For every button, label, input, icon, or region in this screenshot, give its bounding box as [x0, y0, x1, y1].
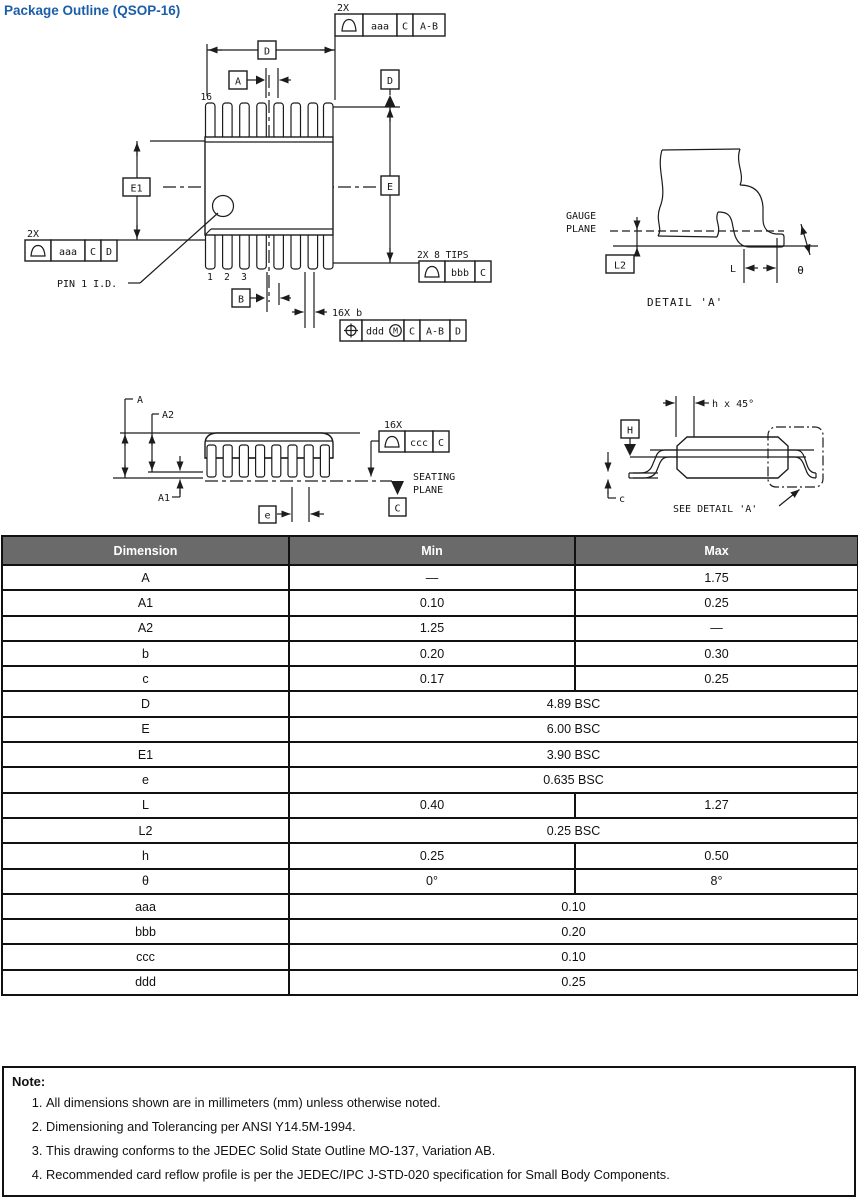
- dimension-E1: [123, 141, 205, 240]
- dimension-A1: [158, 456, 180, 504]
- fcf-top: [335, 3, 445, 36]
- dimension-cell: L: [2, 793, 289, 818]
- svg-text:aaa: aaa: [58, 247, 78, 258]
- table-row: [2, 691, 858, 716]
- dimension-cell: A1: [2, 590, 289, 615]
- svg-text:D: D: [454, 326, 462, 338]
- dimension-cell: ccc: [2, 944, 289, 969]
- detail-a-drawing: [566, 149, 818, 309]
- svg-text:C: C: [89, 247, 97, 258]
- svg-text:E1: E1: [130, 183, 143, 195]
- svg-text:ddd: ddd: [366, 326, 385, 338]
- svg-text:C: C: [401, 21, 409, 33]
- table-row: [2, 767, 858, 792]
- note-item: 1. All dimensions shown are in millimeters (mm) unless otherwise noted.: [46, 1095, 846, 1111]
- dimension-A: [125, 395, 143, 478]
- max-cell: —: [575, 616, 858, 641]
- fcf-ccc-qty: 16X: [384, 420, 403, 431]
- dimension-h45: [663, 396, 754, 437]
- datum-A: [229, 68, 291, 98]
- dimension-cell: b: [2, 641, 289, 666]
- svg-text:A: A: [234, 76, 242, 88]
- min-cell: 0.17: [289, 666, 575, 691]
- dimension-cell: A2: [2, 616, 289, 641]
- note-item: 4. Recommended card reflow profile is per the JEDEC/IPC J-STD-020 specification for Small Body Components.: [46, 1167, 846, 1183]
- fcf-ccc: [371, 420, 449, 477]
- table-header-cell: Max: [575, 536, 858, 565]
- dimension-cell: E: [2, 717, 289, 742]
- pin1-id-label: PIN 1 I.D.: [57, 279, 118, 290]
- seating-plane: [389, 472, 455, 516]
- table-row: [2, 590, 858, 615]
- dimension-L2: [606, 217, 637, 273]
- note-item: 2. Dimensioning and Tolerancing per ANSI Y14.5M-1994.: [46, 1119, 846, 1135]
- table-row: [2, 742, 858, 767]
- value-cell: 0.10: [289, 894, 858, 919]
- end-view-body: [677, 437, 788, 478]
- min-cell: 0.25: [289, 843, 575, 868]
- svg-text:A-B: A-B: [419, 21, 439, 33]
- dimension-D: [207, 36, 335, 100]
- svg-text:aaa: aaa: [370, 21, 390, 33]
- gauge-plane-label-2: PLANE: [566, 224, 597, 235]
- table-row: [2, 869, 858, 894]
- dimension-cell: ddd: [2, 970, 289, 995]
- svg-text:θ: θ: [797, 264, 805, 277]
- table-row: [2, 843, 858, 868]
- dimension-cell: A: [2, 565, 289, 590]
- dimension-cell: L2: [2, 818, 289, 843]
- table-row: [2, 666, 858, 691]
- table-header-cell: Dimension: [2, 536, 289, 565]
- table-row: [2, 919, 858, 944]
- table-row: [2, 565, 858, 590]
- max-cell: 0.50: [575, 843, 858, 868]
- svg-text:L2: L2: [613, 260, 627, 272]
- svg-text:L: L: [729, 264, 737, 275]
- min-cell: 0.20: [289, 641, 575, 666]
- table-row: [2, 793, 858, 818]
- see-detail-label: SEE DETAIL 'A': [673, 504, 758, 515]
- svg-text:E: E: [386, 182, 394, 193]
- max-cell: 0.30: [575, 641, 858, 666]
- svg-text:H: H: [626, 425, 634, 437]
- svg-text:B: B: [237, 294, 245, 306]
- value-cell: 3.90 BSC: [289, 742, 858, 767]
- min-cell: —: [289, 565, 575, 590]
- svg-text:D: D: [263, 46, 271, 58]
- dimension-table-body: [2, 565, 858, 995]
- svg-text:c: c: [619, 494, 626, 505]
- table-row: [2, 894, 858, 919]
- note-item: 3. This drawing conforms to the JEDEC Solid State Outline MO-137, Variation AB.: [46, 1143, 846, 1159]
- pin-number-2: 2: [224, 272, 230, 283]
- min-cell: 0.10: [289, 590, 575, 615]
- svg-text:e: e: [264, 510, 271, 522]
- table-row: [2, 970, 858, 995]
- dimension-cell: θ: [2, 869, 289, 894]
- notes-box: [2, 1066, 856, 1197]
- value-cell: 0.20: [289, 919, 858, 944]
- fcf-left-qty: 2X: [27, 229, 40, 240]
- value-cell: 0.25 BSC: [289, 818, 858, 843]
- max-cell: 1.27: [575, 793, 858, 818]
- notes-heading: Note:: [12, 1074, 46, 1089]
- fcf-top-qty: 2X: [337, 3, 350, 14]
- top-view-drawing: [25, 3, 491, 341]
- table-header-cell: Min: [289, 536, 575, 565]
- dimension-cell: bbb: [2, 919, 289, 944]
- svg-text:C: C: [437, 438, 445, 449]
- datum-D: [333, 70, 400, 107]
- end-view-drawing: [608, 396, 823, 515]
- min-cell: 0°: [289, 869, 575, 894]
- dimension-A2: [152, 410, 174, 472]
- package-body: [205, 137, 333, 235]
- detail-a-caption: DETAIL 'A': [647, 296, 724, 309]
- dimension-cell: c: [2, 666, 289, 691]
- svg-text:C: C: [479, 268, 487, 279]
- fcf-left: [25, 229, 205, 261]
- max-cell: 0.25: [575, 590, 858, 615]
- fcf-tips: [417, 250, 491, 282]
- min-cell: 0.40: [289, 793, 575, 818]
- max-cell: 1.75: [575, 565, 858, 590]
- svg-text:M: M: [393, 326, 398, 336]
- dimension-cell: h: [2, 843, 289, 868]
- side-view-drawing: [113, 395, 455, 523]
- dimension-e: [259, 487, 324, 523]
- max-cell: 8°: [575, 869, 858, 894]
- tips-label: 2X 8 TIPS: [417, 250, 469, 261]
- dimension-L: [730, 238, 777, 283]
- dimension-c: [608, 452, 658, 505]
- datum-target-icon: [624, 444, 636, 456]
- table-row: [2, 818, 858, 843]
- svg-text:A-B: A-B: [425, 326, 445, 338]
- max-cell: 0.25: [575, 666, 858, 691]
- dimension-E: [333, 107, 419, 263]
- gauge-plane-label-1: GAUGE: [566, 211, 597, 222]
- value-cell: 6.00 BSC: [289, 717, 858, 742]
- dimension-cell: D: [2, 691, 289, 716]
- datum-H: [621, 420, 639, 456]
- pin-number-3: 3: [241, 272, 247, 283]
- svg-text:ccc: ccc: [409, 438, 429, 449]
- dimension-theta: [788, 224, 818, 277]
- fcf-lead-position: [340, 320, 466, 341]
- svg-text:A2: A2: [162, 410, 175, 421]
- svg-text:C: C: [394, 503, 401, 515]
- svg-text:D: D: [386, 76, 394, 87]
- pin-number-1: 1: [207, 272, 213, 283]
- value-cell: 4.89 BSC: [289, 691, 858, 716]
- dimension-cell: aaa: [2, 894, 289, 919]
- svg-text:bbb: bbb: [450, 268, 470, 279]
- value-cell: 0.635 BSC: [289, 767, 858, 792]
- value-cell: 0.10: [289, 944, 858, 969]
- table-row: [2, 641, 858, 666]
- table-row: [2, 944, 858, 969]
- table-header-row: [2, 536, 858, 565]
- page-title: Package Outline (QSOP-16): [4, 3, 181, 18]
- svg-text:C: C: [408, 326, 416, 338]
- lead-width-label: 16X b: [332, 308, 363, 319]
- package-outline-drawing: [0, 0, 858, 534]
- dimension-table: [1, 535, 858, 996]
- value-cell: 0.25: [289, 970, 858, 995]
- svg-text:A: A: [137, 395, 144, 406]
- dimension-cell: E1: [2, 742, 289, 767]
- svg-text:h x 45°: h x 45°: [712, 399, 755, 410]
- svg-text:A1: A1: [157, 493, 170, 504]
- seating-plane-label-1: SEATING: [413, 472, 456, 483]
- seating-plane-label-2: PLANE: [413, 485, 444, 496]
- notes-list: [46, 1095, 846, 1183]
- svg-text:D: D: [105, 247, 113, 258]
- min-cell: 1.25: [289, 616, 575, 641]
- table-row: [2, 717, 858, 742]
- pin-number-16: 16: [200, 92, 212, 103]
- datum-target-icon: [391, 481, 404, 495]
- table-row: [2, 616, 858, 641]
- dimension-cell: e: [2, 767, 289, 792]
